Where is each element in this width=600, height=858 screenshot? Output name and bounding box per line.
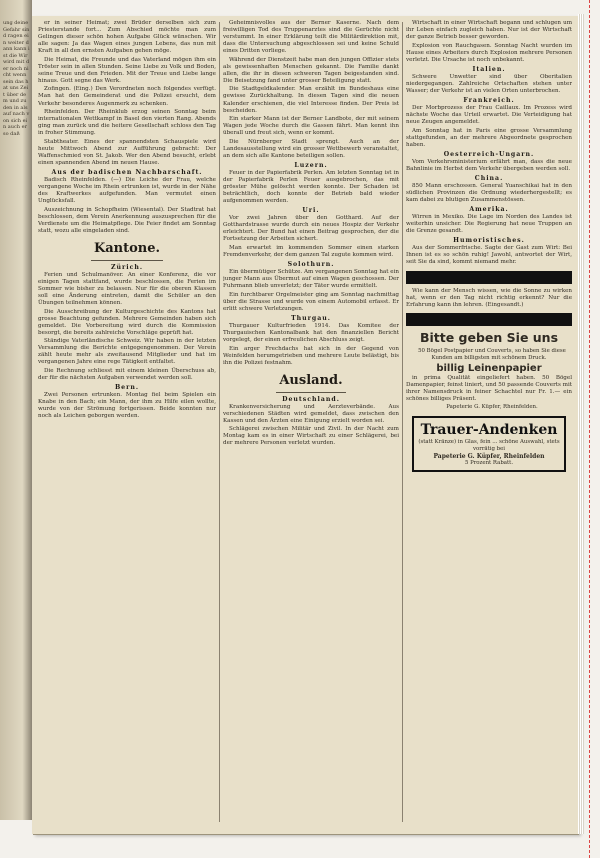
article-paragraph: Schlägerei zwischen Militär und Zivil. In der Nacht zum Montag kam es in einer Wirtschaft zu einer Schlägerei, bei der mehrere Personen verletzt wurden. [223,426,399,447]
article-paragraph: Der Morbprozess der Frau Caillaux. Im Prozess wird nächste Woche das Urteil erwartet. Die Verteidigung hat neue Zeugen angemeldet. [406,105,572,126]
column-3 [406,20,572,828]
margin-guide-line [588,0,590,858]
article-paragraph: Ein übermütiger Schütze. Am vergangenen Sonntag hat ein junger Mann aus Übermut auf einen Wagen geschossen. Der Fuhrmann blieb unverletzt; der Täter wurde ermittelt. [223,269,399,290]
subheading-frankreich: Frankreich. [463,96,515,104]
section-subheading: Aus der badischen Nachbarschaft. [51,168,203,176]
subheading-luzern: Luzern. [294,161,328,169]
article-paragraph: Thurgauer Kulturfrieden 1914. Das Komitee der Thurgauischen Kantonalbank hat den finanziellen Bericht vorgelegt, der einen erfreulichen Abschluss zeigt. [223,322,399,343]
article-paragraph: Explosion von Rauchgasen. Sonntag Nacht wurden im Hause eines Arbeiters durch Explosion mehrere Personen verletzt. Die Ursache ist noch unbekannt. [406,42,572,63]
ad-box-text: (statt Kränze) in Glas, fein ... schöne Auswahl, stets vorrätig bei [418,438,560,452]
subheading-amerika: Amerika. [469,206,509,214]
page-stack-edge [578,14,584,834]
ad-box-trauer [412,416,566,472]
ad-box-signature: Papeterie G. Küpfer, Rheinfelden [433,452,545,460]
divider [91,260,162,261]
subheading-uri: Uri. [302,207,320,215]
article-paragraph: Geheimnisvolles aus der Berner Kaserne. Nach dem freiwilligen Tod des Truppenarztes sind die Gerüchte nicht verstummt. In einer Erklärung teilt die Militärdirektion mit, dass die Untersuchung abgeschlossen sei und keine Schuld eines Dritten vorliege. [223,20,399,55]
article-paragraph: Vor zwei Jahren über den Gotthard. Auf der Gotthardstrasse wurde durch ein neues Hospiz der Verkehr erleichtert. Der Bund hat einen Beitrag gesprochen, der die Fortsetzung der Arbeiten sichert. [223,215,399,243]
article-paragraph: Die Rechnung schliesst mit einem kleinen Überschuss ab, der für die nächsten Aufgaben verwendet werden soll. [38,368,216,382]
column-separator [402,22,403,822]
article-paragraph: Die Nürnberger Stadt sprengt. Auch an der Landesausstellung wird ein grosser Wettbewerb veranstaltet, an dem sich alle Kantone beteiligen sollen. [223,138,399,159]
article-paragraph: Ständige Vaterländische Schweiz. Wir haben in der letzten Versammlung die Berichte entgegengenommen. Der Verein zählt heute mehr als zweitausend Mitglieder und hat im vergangenen Jahre eine rege Tätigkeit entfaltet. [38,338,216,366]
subheading-zurich: Zürich. [110,263,144,271]
ad-text: in prima Qualität eingeliefert haben. 50 Bögel Damenpapier, feinst liniert, und 50 passende Couverts mit ihrer Namensdruck in feiner Schachtel nur Fr. 1.— ein schönes billiges Präsent. [406,374,572,402]
column-1 [38,20,216,828]
subheading-thurgau: Thurgau. [291,314,331,322]
article-paragraph: Ein starker Mann ist der Berner Landbote, der mit seinem Wagen jede Woche durch die Gassen fährt. Man kennt ihn überall und freut sich, wenn er kommt. [223,116,399,137]
divider [276,392,346,393]
article-paragraph: Ferien und Schulmanöver. An einer Konferenz, die vor einigen Tagen stattfand, wurde beschlossen, die Ferien im Sommer wie bisher zu belassen. Nur für die oberen Klassen soll eine Änderung eintreten, damit die Schüler an den Übungen teilnehmen können. [38,271,216,307]
article-paragraph: Krankenversicherung und Aerzteverbände. Aus verschiedenen Städten wird gemeldet, dass zwischen den Kassen und den Ärzten eine Einigung erzielt worden sei. [223,403,399,424]
section-title-kantone: Kantone. [93,240,161,256]
subheading-solothurn: Solothurn. [287,261,335,268]
ad-subheadline: billig Leinenpapier [436,362,542,374]
article-paragraph: Die Stadtgeldkalender. Man erzählt im Bundeshaus eine gewisse Zurückhaltung. In diesen Tagen sind die neuen Kalender erschienen, die viel Interesse finden. Der Preis ist bescheiden. [223,86,399,114]
subheading-bern: Bern. [114,384,140,392]
article-paragraph: Die Ausschreibung der Kulturgeschichte des Kantons hat grosse Beachtung gefunden. Mehrere Gemeinden haben sich gemeldet. Die Vorbereitung wird durch die Kommission besorgt, die bereits zahlreiche Vorschläge geprüft hat. [38,308,216,336]
article-paragraph: Die Heimat, die Freunde und das Vaterland mögen ihm ein Tröster sein in allen Stunden. Seine Liebe zu Volk und Boden, seine Treue und den Frieden. Mit der Treue und Liebe lange hinaus. Gott segne das Werk. [38,56,216,84]
subheading-italien: Italien. [472,65,506,73]
article-paragraph: Stabtheater. Eines der spannendsten Schauspiele wird heute Mittwoch Abend zur Aufführung gebracht: Der Waffenschmied von St. Jakob. Wer den Abend besucht, erlebt einen spannenden Abend im neuen Hause. [38,138,216,166]
article-paragraph: Auszeichnung in Schopfheim (Wiesental). Der Stadtrat hat beschlossen, dem Verein Anerkennung auszusprechen für die Verdienste um die Heimatpflege. Die Feier findet am Sonntag statt, wozu alle eingeladen sind. [38,206,216,234]
subheading-oesterreich: Oesterreich-Ungarn. [443,150,535,158]
article-paragraph: Ein arger Frechdachs hat sich in der Gegend von Weinfelden herumgetrieben und mehrere Leute belästigt, bis ihn die Polizei festnahm. [223,345,399,366]
column-2 [223,20,399,828]
adjacent-page-edge [0,0,32,820]
ad-headline: Bitte geben Sie uns [419,329,559,345]
black-separator-bar [406,271,572,284]
article-paragraph: Man erwartet im kommenden Sommer einen starken Fremdenverkehr, der dem ganzen Tal zugute kommen wird. [223,244,399,258]
article-paragraph: Vom Verkehrsministerium erfährt man, dass die neue Bahnlinie im Herbst dem Verkehr übergeben werden soll. [406,158,572,172]
article-paragraph: Badisch Rheinfelden. (—) Die Leiche der Frau, welche vergangene Woche im Rhein ertrunken ist, wurde in der Nähe des Kraftwerkes aufgefunden. Man vermutet einen Unglücksfall. [38,176,216,205]
article-paragraph: Wie kann der Mensch wissen, wie die Sonne zu wirken hat, wenn er den Tag nicht richtig erkennt? Nur die Erfahrung kann ihn lehren. (Eingesandt.) [406,287,572,308]
section-title-ausland: Ausland. [279,372,343,388]
ad-box-note: 5 Prozent Rabatt. [464,459,514,466]
black-separator-bar [406,313,572,326]
ad-signature: Papeterie G. Küpfer, Rheinfelden. [446,404,538,411]
article-paragraph: Wirren in Mexiko. Die Lage im Norden des Landes ist weiterhin unsicher. Die Regierung hat neue Truppen an die Grenze gesandt. [406,214,572,235]
subheading-china: China. [474,174,504,182]
ad-text: 50 Bögel Postpapier und Couverts, so haben Sie diese Kunden am billigsten mit schönem Druck. [418,347,566,361]
article-paragraph: Aus der Sommerfrische. Sagte der Gast zum Wirt: Bei Ihnen ist es so schön ruhig! Jawohl, antwortet der Wirt, seit Sie da sind, kommt niemand mehr. [406,245,572,266]
article-paragraph: Zwei Personen ertrunken. Montag fiel beim Spielen ein Knabe in den Bach; ein Mann, der ihm zu Hilfe eilen wollte, wurde von der Strömung fortgerissen. Beide konnten nur noch als Leichen geborgen werden. [38,392,216,420]
newspaper-page [32,16,578,834]
ad-box-title: Trauer-Andenken [420,421,558,438]
column-separator [219,22,220,822]
subheading-humoristisches: Humoristisches. [453,237,525,245]
article-paragraph: Feuer in der Papierfabrik Perlen. Am letzten Sonntag ist in der Papierfabrik Perlen Feuer ausgebrochen, das mit grösster Mühe gelöscht werden konnte. Der Schaden ist beträchtlich, doch konnte der Betrieb bald wieder aufgenommen werden. [223,169,399,205]
subheading-deutschland: Deutschland. [282,395,340,403]
article-paragraph: 850 Mann erschossen. General Yuanschikai hat in den südlichen Provinzen die Ordnung wiederhergestellt; es kam dabei zu blutigen Zusammenstössen. [406,182,572,204]
article-paragraph: er in seiner Heimat; zwei Brüder derselben sich zum Priesterstande fort... Zum Abschied möchte man zum Gelingen dieser schön hohen Aufgabe Glück wünschen. Wir alle sagen: Ja das Wagen eines jungen Lebens, das nun mit Kraft in all den ernsten Aufgaben gehen möge. [38,20,216,55]
article-paragraph: Schwere Unwetter sind über Oberitalien niedergegangen. Zahlreiche Ortschaften stehen unter Wasser; der Verkehr ist an vielen Orten unterbrochen. [406,73,572,94]
article-paragraph: Zofingen. (Eing.) Den Verordneten noch folgendes verfügt. Man hat den Gemeinderat und die Polizei ersucht, dem Verkehr besonderes Augenmerk zu schenken. [38,86,216,107]
adjacent-page-text: ung deine Gefahr sind ragen ein weiter dann kann ist die Wir wird mit der noch nicht wenn sein das hat uns Zeit über dem und zu den in als auf nach von sich ein auch er so daß [3,20,30,137]
article-paragraph: Ein furchtbarer Orgelmeister ging am Sonntag nachmittag über die Strasse und wurde von einem Automobil erfasst. Er erlitt schwere Verletzungen. [223,291,399,312]
article-paragraph: Am Sonntag hat in Paris eine grosse Versammlung stattgefunden, an der mehrere Abgeordnete gesprochen haben. [406,127,572,148]
article-paragraph: Rheinfelden. Der Rheinklub erzog seinen Sonntag beim internationalen Wettkampf in Basel den vierten Rang. Abends ging man zurück und die heitere Gesellschaft schloss den Tag in froher Stimmung. [38,109,216,137]
article-paragraph: Wirtschaft in einer Wirtschaft begann und schlugen um ihr Leben einfach zugleich haben. Nur ist der Wirtschaft der ganze Betrieb besser geworden. [406,20,572,41]
article-paragraph: Während der Dienstzeit habe man den jungen Offizier stets als gewissenhaften Menschen gekannt. Die Familie dankt allen, die ihr in diesen schweren Tagen beigestanden sind. Die Beisetzung fand unter grosser Beteiligung statt. [223,56,399,84]
